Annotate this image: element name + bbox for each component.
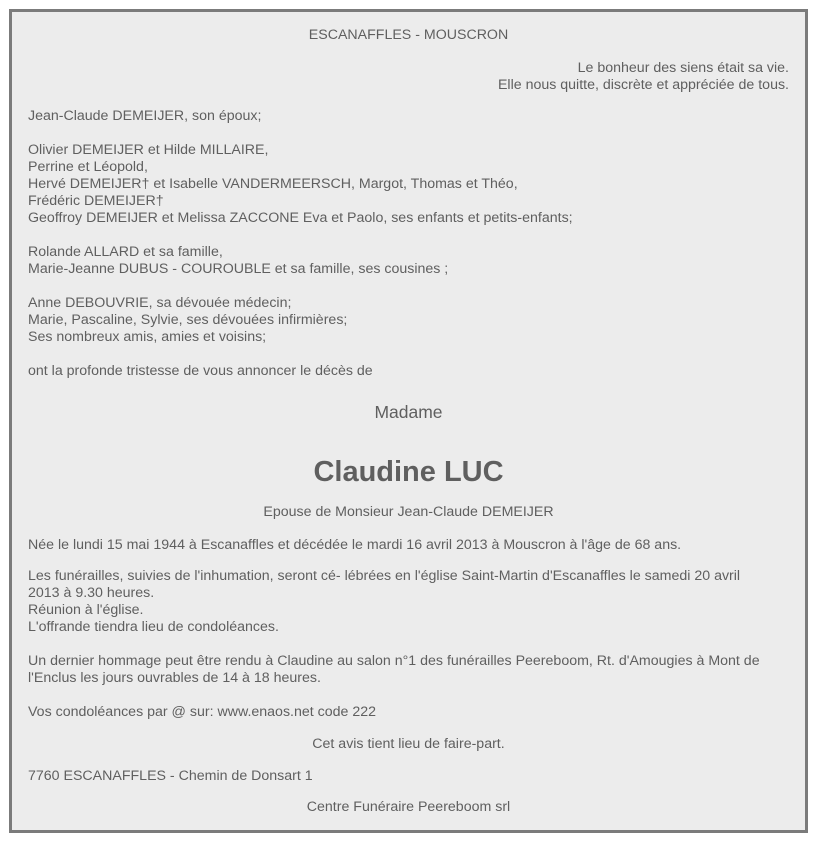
funeral-line: Les funérailles, suivies de l'inhumation, seront cé- lébrées en l'église Saint-Martin d'Escanaffles le samedi 20 avril — [28, 568, 741, 584]
children-line: Olivier DEMEIJER et Hilde MILLAIRE, — [28, 142, 269, 158]
quote-line-1: Le bonheur des siens était sa vie. — [577, 60, 789, 76]
death-notice-card — [9, 9, 808, 833]
funeral-line: 2013 à 9.30 heures. — [28, 585, 155, 601]
spouse-line: Jean-Claude DEMEIJER, son époux; — [28, 108, 262, 124]
others-line: Anne DEBOUVRIE, sa dévouée médecin; — [28, 295, 292, 311]
tribute-line: l'Enclus les jours ouvrables de 14 à 18 heures. — [28, 670, 321, 686]
condolences-line: Vos condoléances par @ sur: www.enaos.net code 222 — [28, 704, 377, 720]
children-line: Frédéric DEMEIJER† — [28, 193, 164, 209]
birth-death-line: Née le lundi 15 mai 1944 à Escanaffles et décédée le mardi 16 avril 2013 à Mouscron à l'âge de 68 ans. — [28, 537, 682, 553]
children-line: Perrine et Léopold, — [28, 159, 148, 175]
quote-line-2: Elle nous quitte, discrète et appréciée de tous. — [497, 77, 789, 93]
cousins-line: Rolande ALLARD et sa famille, — [28, 244, 223, 260]
cousins-line: Marie-Jeanne DUBUS - COUROUBLE et sa famille, ses cousines ; — [28, 261, 449, 277]
notice-line: Cet avis tient lieu de faire-part. — [312, 736, 505, 752]
address-line: 7760 ESCANAFFLES - Chemin de Donsart 1 — [28, 768, 313, 784]
children-line: Hervé DEMEIJER† et Isabelle VANDERMEERSCH, Margot, Thomas et Théo, — [28, 176, 518, 192]
spouse-of-line: Epouse de Monsieur Jean-Claude DEMEIJER — [263, 504, 554, 520]
announcement-line: ont la profonde tristesse de vous annoncer le décès de — [28, 363, 373, 379]
children-line: Geoffroy DEMEIJER et Melissa ZACCONE Eva et Paolo, ses enfants et petits-enfants; — [28, 210, 573, 226]
tribute-line: Un dernier hommage peut être rendu à Claudine au salon n°1 des funérailles Peereboom, Rt. d'Amougies à Mont de — [28, 653, 760, 669]
deceased-name: Claudine LUC — [313, 456, 504, 488]
funeral-home-line: Centre Funéraire Peereboom srl — [306, 799, 511, 815]
others-line: Ses nombreux amis, amies et voisins; — [28, 329, 267, 345]
funeral-line: Réunion à l'église. — [28, 602, 144, 618]
others-line: Marie, Pascaline, Sylvie, ses dévouées infirmières; — [28, 312, 348, 328]
deceased-title: Madame — [374, 402, 443, 422]
location-heading: ESCANAFFLES - MOUSCRON — [308, 27, 509, 43]
funeral-line: L'offrande tiendra lieu de condoléances. — [28, 619, 279, 635]
